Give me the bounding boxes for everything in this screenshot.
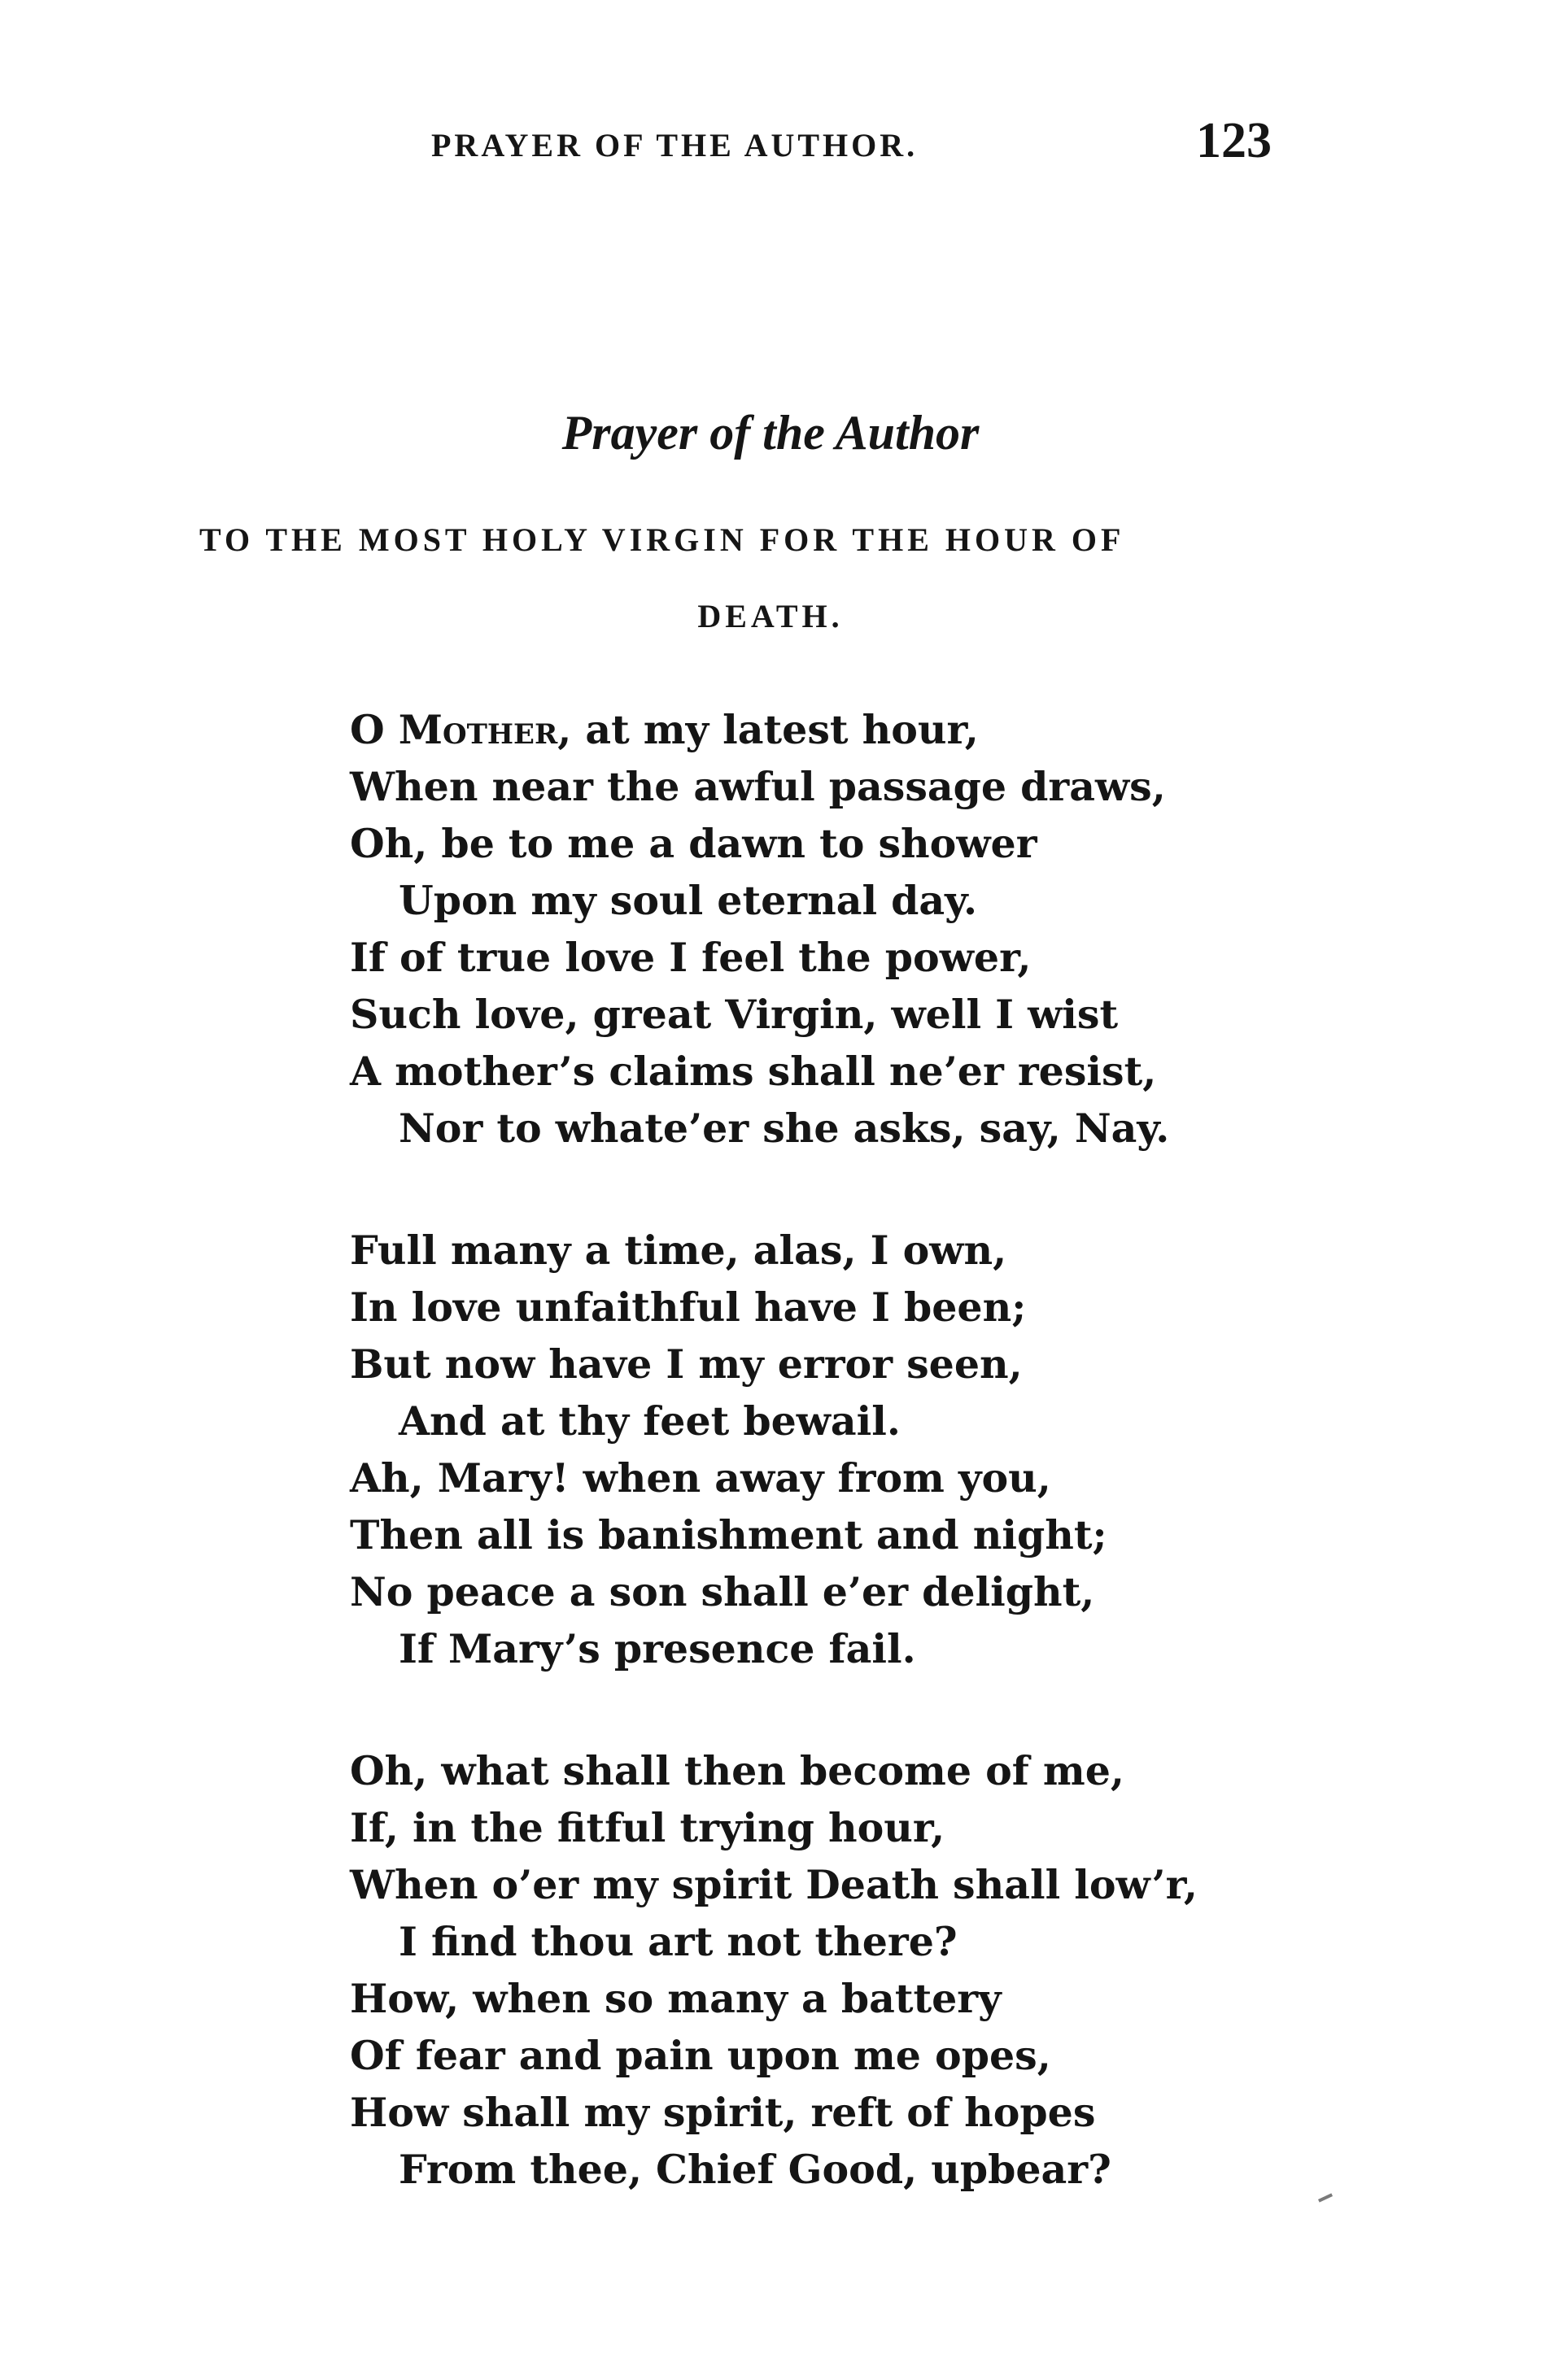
poem-line: If, in the fitful trying hour, bbox=[350, 1804, 945, 1851]
poem-line: In love unfaithful have I been; bbox=[350, 1284, 1027, 1331]
poem-subtitle-line-2: DEATH. bbox=[697, 598, 844, 634]
poem-line: And at thy feet bewail. bbox=[399, 1397, 901, 1445]
poem-line: No peace a son shall e’er delight, bbox=[350, 1568, 1095, 1615]
first-word: O bbox=[350, 706, 385, 753]
poem-line: How, when so many a battery bbox=[350, 1975, 1002, 2022]
poem-line: Then all is banishment and night; bbox=[350, 1511, 1107, 1558]
poem-line: Such love, great Virgin, well I wist bbox=[350, 991, 1119, 1038]
poem-line: Nor to whate’er she asks, say, Nay. bbox=[399, 1105, 1170, 1152]
poem-line: I find thou art not there? bbox=[399, 1918, 958, 1965]
poem-line: Oh, be to me a dawn to shower bbox=[350, 820, 1037, 867]
poem-line: When near the awful passage draws, bbox=[350, 763, 1166, 810]
poem-subtitle-line-1: TO THE MOST HOLY VIRGIN FOR THE HOUR OF bbox=[199, 521, 1125, 558]
poem-line: If of true love I feel the power, bbox=[350, 934, 1032, 981]
poem-line: When o’er my spirit Death shall low’r, bbox=[350, 1861, 1198, 1908]
poem-line: Full many a time, alas, I own, bbox=[350, 1227, 1007, 1274]
poem-line: Upon my soul eternal day. bbox=[399, 877, 978, 924]
poem-line: If Mary’s presence fail. bbox=[399, 1625, 916, 1672]
poem-line bbox=[350, 706, 979, 753]
running-head: PRAYER OF THE AUTHOR. bbox=[431, 127, 919, 163]
first-small-caps: Mother bbox=[398, 706, 558, 753]
poem-line: Of fear and pain upon me opes, bbox=[350, 2032, 1051, 2079]
stray-ink-mark bbox=[1318, 2193, 1333, 2202]
poem-line: How shall my spirit, reft of hopes bbox=[350, 2089, 1096, 2136]
page-number: 123 bbox=[1196, 113, 1272, 168]
poem-line: Ah, Mary! when away from you, bbox=[350, 1454, 1051, 1502]
poem-line: Oh, what shall then become of me, bbox=[350, 1747, 1124, 1794]
first-line-rest: , at my latest hour, bbox=[557, 706, 979, 753]
poem-title: Prayer of the Author bbox=[561, 406, 980, 460]
poem-line: But now have I my error seen, bbox=[350, 1340, 1023, 1388]
poem-line: A mother’s claims shall ne’er resist, bbox=[350, 1048, 1157, 1095]
poem-line: From thee, Chief Good, upbear? bbox=[399, 2146, 1111, 2193]
